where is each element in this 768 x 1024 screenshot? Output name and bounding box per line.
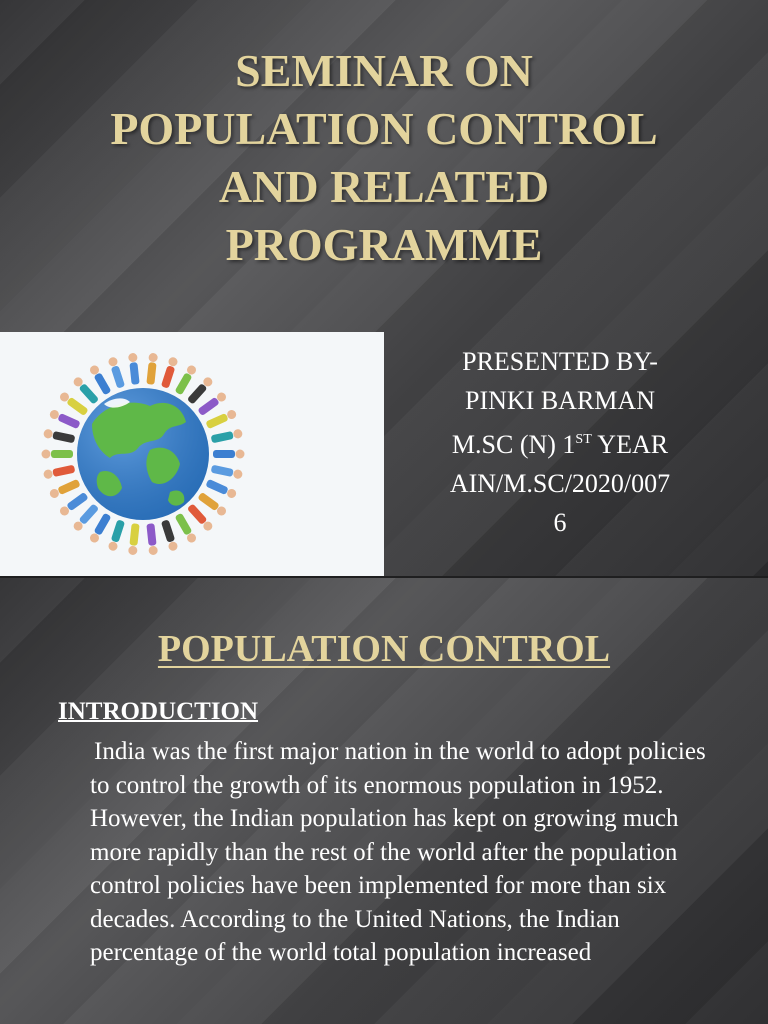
introduction-heading: INTRODUCTION (58, 698, 259, 725)
title-line-3: AND RELATED (218, 161, 550, 212)
course-superscript: ST (575, 432, 592, 447)
introduction-paragraph: India was the first major nation in the world to adopt policies to control the growth of its enormous population in 1952. However, the Indian population has kept on growing much more rapidly than the rest of the world after the population control policies have been implemented for more than six decades. According to the United Nations, the Indian percentage of the world total population increased (90, 738, 706, 966)
presented-by-label: PRESENTED BY- (462, 347, 658, 376)
slide-title (0, 42, 768, 274)
title-line-1: SEMINAR ON (235, 45, 533, 96)
presenter-course (400, 420, 720, 464)
presenter-info (400, 342, 720, 542)
person-figure-icon (42, 450, 74, 459)
title-line-2: POPULATION CONTROL (110, 103, 658, 154)
presenter-name: PINKI BARMAN (465, 386, 655, 415)
section-title (0, 626, 768, 672)
globe-with-people-icon (0, 332, 384, 576)
course-suffix: YEAR (591, 430, 669, 459)
content-slide (0, 578, 768, 1024)
section-title-text: POPULATION CONTROL (157, 628, 611, 670)
globe-people-illustration (0, 332, 384, 576)
title-line-4: PROGRAMME (225, 219, 543, 270)
presenter-id: AIN/M.SC/2020/007 (449, 469, 671, 498)
course-prefix: M.SC (N) 1 (451, 430, 576, 459)
presenter-id-cont: 6 (553, 508, 567, 537)
person-figure-icon (213, 450, 245, 459)
